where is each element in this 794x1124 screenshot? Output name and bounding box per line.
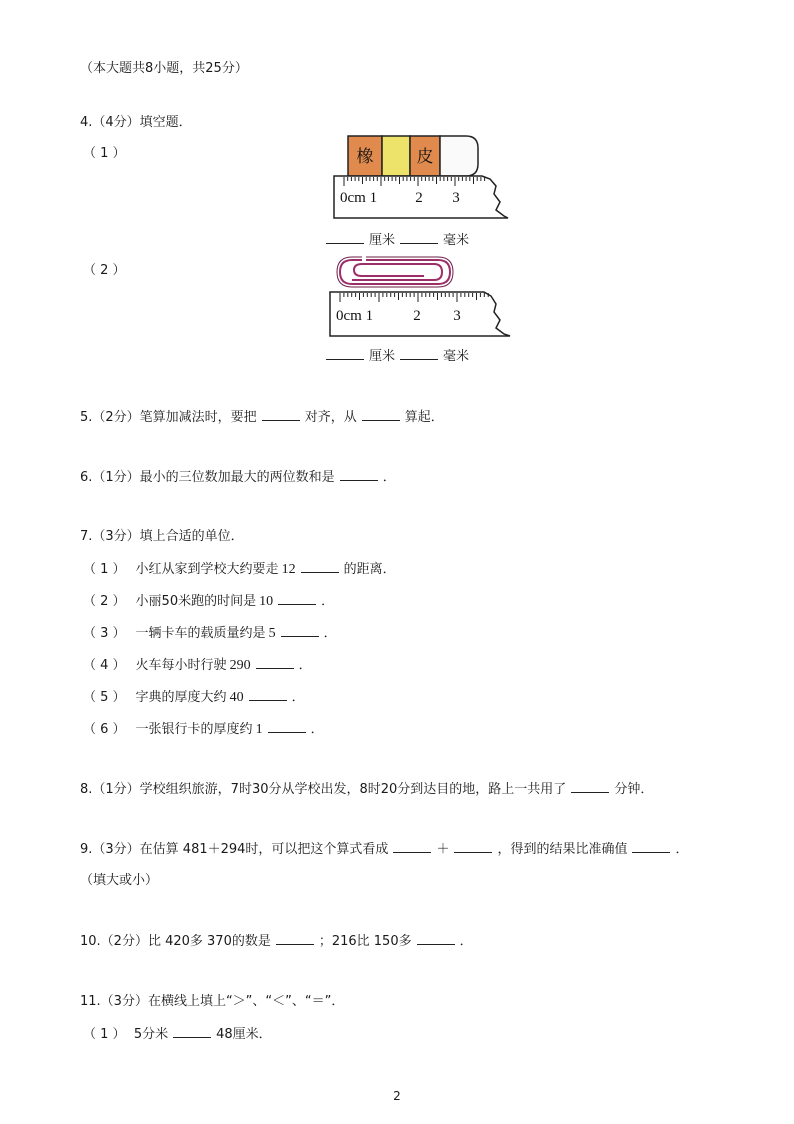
q9-text-pre: 9.（3分）在估算 481＋294时，可以把这个算式看成 bbox=[80, 842, 389, 857]
answer-blank[interactable] bbox=[301, 560, 339, 573]
ruler-2-label-2: 2 bbox=[413, 308, 421, 324]
eraser-ruler-figure bbox=[330, 134, 520, 226]
answer-blank[interactable] bbox=[276, 932, 314, 945]
paperclip bbox=[337, 257, 453, 287]
q11-item-label: （ 1 ） bbox=[83, 1027, 126, 1042]
q7-item bbox=[83, 688, 305, 707]
question-8 bbox=[80, 780, 653, 799]
question-10 bbox=[80, 932, 473, 951]
q7-item-label: （ 1 ） bbox=[83, 562, 126, 577]
q7-item bbox=[83, 720, 324, 739]
q4-part1-answer bbox=[326, 231, 469, 250]
ruler-1-label-0cm1: 0cm 1 bbox=[340, 190, 378, 206]
answer-blank[interactable] bbox=[400, 347, 438, 360]
unit-cm: 厘米 bbox=[369, 233, 396, 248]
ruler-2-label-0cm1: 0cm 1 bbox=[336, 308, 374, 324]
question-11-item-1 bbox=[83, 1025, 272, 1044]
section-header: （本大题共8小题，共25分） bbox=[80, 61, 248, 76]
unit-mm: 毫米 bbox=[443, 349, 470, 364]
q7-item bbox=[83, 560, 396, 579]
q7-item-post: ． bbox=[298, 658, 312, 673]
q7-item-post: ． bbox=[310, 722, 324, 737]
q7-item-label: （ 5 ） bbox=[83, 690, 126, 705]
answer-blank[interactable] bbox=[454, 840, 492, 853]
q7-item bbox=[83, 624, 337, 643]
q7-item-number: 290 bbox=[229, 658, 251, 673]
q7-item-text: 小丽50米跑的时间是 bbox=[135, 594, 257, 609]
answer-blank[interactable] bbox=[393, 840, 431, 853]
answer-blank[interactable] bbox=[632, 840, 670, 853]
q7-item-label: （ 6 ） bbox=[83, 722, 126, 737]
q7-item-number: 5 bbox=[268, 626, 276, 641]
q7-item-label: （ 3 ） bbox=[83, 626, 126, 641]
answer-blank[interactable] bbox=[362, 408, 400, 421]
q5-text-mid: 对齐，从 bbox=[304, 410, 357, 425]
answer-blank[interactable] bbox=[400, 231, 438, 244]
q10-text-mid: ；216比 150多 bbox=[318, 934, 412, 949]
q7-item-number: 10 bbox=[259, 594, 274, 609]
answer-blank[interactable] bbox=[268, 720, 306, 733]
q5-text-pre: 5.（2分）笔算加减法时，要把 bbox=[80, 410, 257, 425]
eraser-char-2: 皮 bbox=[416, 147, 434, 167]
q7-item bbox=[83, 656, 312, 675]
q7-item-post: ． bbox=[323, 626, 337, 641]
q6-text-pre: 6.（1分）最小的三位数加最大的两位数和是 bbox=[80, 470, 335, 485]
eraser bbox=[348, 136, 478, 176]
q8-text-post: 分钟． bbox=[614, 782, 654, 797]
q7-item-text: 一张银行卡的厚度约 bbox=[135, 722, 253, 737]
q6-text-post: ． bbox=[382, 470, 396, 485]
q5-text-post: 算起． bbox=[404, 410, 444, 425]
ruler-1-label-3: 3 bbox=[452, 190, 460, 206]
q7-item-number: 12 bbox=[281, 562, 296, 577]
answer-blank[interactable] bbox=[571, 780, 609, 793]
answer-blank[interactable] bbox=[326, 347, 364, 360]
q4-part1-label: （ 1 ） bbox=[83, 146, 126, 161]
question-6 bbox=[80, 468, 396, 487]
ruler-2 bbox=[330, 292, 510, 336]
q7-item-label: （ 2 ） bbox=[83, 594, 126, 609]
q7-item-text: 火车每小时行驶 bbox=[135, 658, 227, 673]
q11-item-right: 48厘米． bbox=[216, 1027, 272, 1042]
answer-blank[interactable] bbox=[281, 624, 319, 637]
q7-item-post: ． bbox=[321, 594, 335, 609]
q7-item-number: 40 bbox=[229, 690, 244, 705]
answer-blank[interactable] bbox=[249, 688, 287, 701]
unit-mm: 毫米 bbox=[443, 233, 470, 248]
q7-item bbox=[83, 592, 334, 611]
answer-blank[interactable] bbox=[417, 932, 455, 945]
ruler-2-label-3: 3 bbox=[453, 308, 461, 324]
answer-blank[interactable] bbox=[340, 468, 378, 481]
q10-text-pre: 10.（2分）比 420多 370的数是 bbox=[80, 934, 271, 949]
q7-item-number: 1 bbox=[255, 722, 263, 737]
q7-item-text: 小红从家到学校大约要走 bbox=[135, 562, 279, 577]
q9-text-mid: ，得到的结果比准确值 bbox=[497, 842, 628, 857]
eraser-char-1: 橡 bbox=[356, 147, 374, 167]
q7-item-text: 一辆卡车的载质量约是 bbox=[135, 626, 266, 641]
page-number: 2 bbox=[393, 1089, 401, 1103]
unit-cm: 厘米 bbox=[369, 349, 396, 364]
question-5 bbox=[80, 408, 444, 427]
q7-item-label: （ 4 ） bbox=[83, 658, 126, 673]
q7-item-post: 的距离． bbox=[343, 562, 396, 577]
paperclip-ruler-figure bbox=[326, 252, 520, 344]
q9-plus: ＋ bbox=[436, 842, 450, 857]
answer-blank[interactable] bbox=[173, 1025, 211, 1038]
ruler-1 bbox=[334, 176, 508, 218]
q7-item-post: ． bbox=[291, 690, 305, 705]
question-9 bbox=[80, 840, 688, 859]
ruler-1-label-2: 2 bbox=[415, 190, 423, 206]
q11-item-left: 5分米 bbox=[133, 1027, 169, 1042]
q4-part2-label: （ 2 ） bbox=[83, 263, 126, 278]
question-4-stem: 4.（4分）填空题． bbox=[80, 115, 192, 130]
answer-blank[interactable] bbox=[278, 592, 316, 605]
question-7-stem: 7.（3分）填上合适的单位． bbox=[80, 529, 244, 544]
q10-text-post: ． bbox=[459, 934, 473, 949]
question-11-stem: 11.（3分）在横线上填上“＞”、“＜”、“＝”． bbox=[80, 994, 345, 1009]
question-9-line2: （填大或小） bbox=[80, 873, 159, 888]
q8-text-pre: 8.（1分）学校组织旅游，7时30分从学校出发，8时20分到达目的地，路上一共用了 bbox=[80, 782, 567, 797]
q7-item-text: 字典的厚度大约 bbox=[135, 690, 227, 705]
q9-text-post: ． bbox=[675, 842, 689, 857]
q4-part2-answer bbox=[326, 347, 469, 366]
answer-blank[interactable] bbox=[256, 656, 294, 669]
answer-blank[interactable] bbox=[326, 231, 364, 244]
answer-blank[interactable] bbox=[262, 408, 300, 421]
